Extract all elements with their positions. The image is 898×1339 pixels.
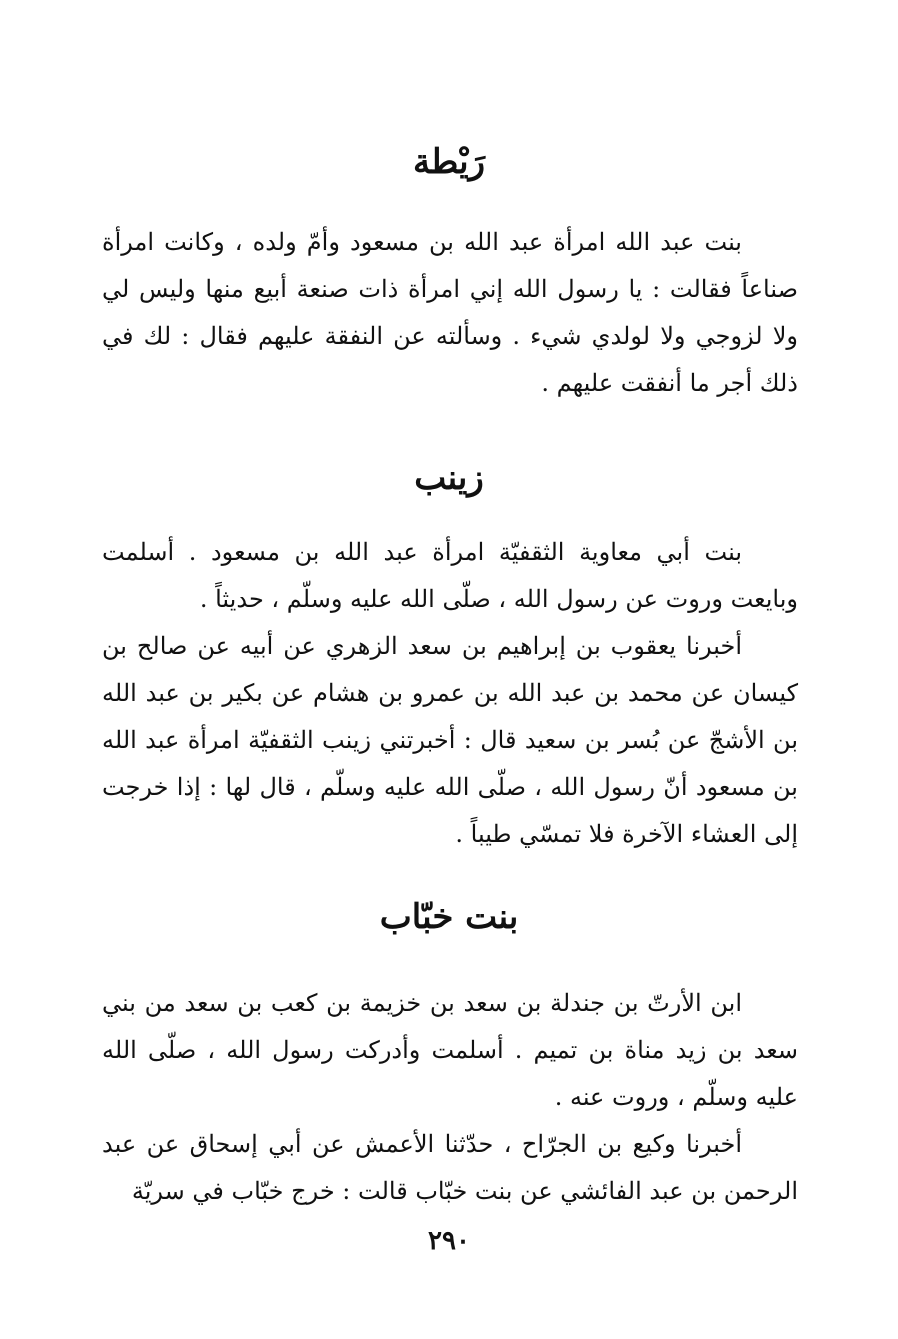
- section-rayta: [102, 219, 798, 407]
- page-number: ٢٩٠: [428, 1226, 470, 1256]
- section-zaynab: [102, 529, 798, 858]
- paragraph: بنت أبي معاوية الثقفيّة امرأة عبد الله بن مسعود . أسلمت وبايعت وروت عن رسول الله ، صلّى الله عليه وسلّم ، حديثاً .: [102, 538, 798, 613]
- section-title-rayta: رَيْطة: [412, 142, 485, 182]
- paragraph: أخبرنا يعقوب بن إبراهيم بن سعد الزهري عن أبيه عن صالح بن كيسان عن محمد بن عبد الله بن عمرو بن هشام عن بكير بن عبد الله بن الأشجّ عن بُسر بن سعيد قال : أخبرتني زينب الثقفيّة امرأة عبد الله بن مسعود أنّ رسول الله ، صلّى الله عليه وسلّم ، قال لها : إذا خرجت إلى العشاء الآخرة فلا تمسّي طيباً .: [102, 632, 798, 848]
- paragraph: ابن الأرتّ بن جندلة بن سعد بن خزيمة بن كعب بن سعد من بني سعد بن زيد مناة بن تميم . أسلمت وأدركت رسول الله ، صلّى الله عليه وسلّم ، وروت عنه .: [102, 989, 798, 1111]
- paragraph: أخبرنا وكيع بن الجرّاح ، حدّثنا الأعمش عن أبي إسحاق عن عبد الرحمن بن عبد الفائشي عن بنت خبّاب قالت : خرج خبّاب في سريّة: [102, 1130, 798, 1205]
- section-bint-khabbab: [102, 980, 798, 1215]
- paragraph: بنت عبد الله امرأة عبد الله بن مسعود وأمّ ولده ، وكانت امرأة صناعاً فقالت : يا رسول الله إني امرأة ذات صنعة أبيع منها وليس لي ولا لزوجي ولا لولدي شيء . وسألته عن النفقة عليهم فقال : لك في ذلك أجر ما أنفقت عليهم .: [102, 228, 798, 397]
- section-title-zaynab: زينب: [414, 458, 484, 498]
- section-title-bint-khabbab: بنت خبّاب: [379, 897, 519, 937]
